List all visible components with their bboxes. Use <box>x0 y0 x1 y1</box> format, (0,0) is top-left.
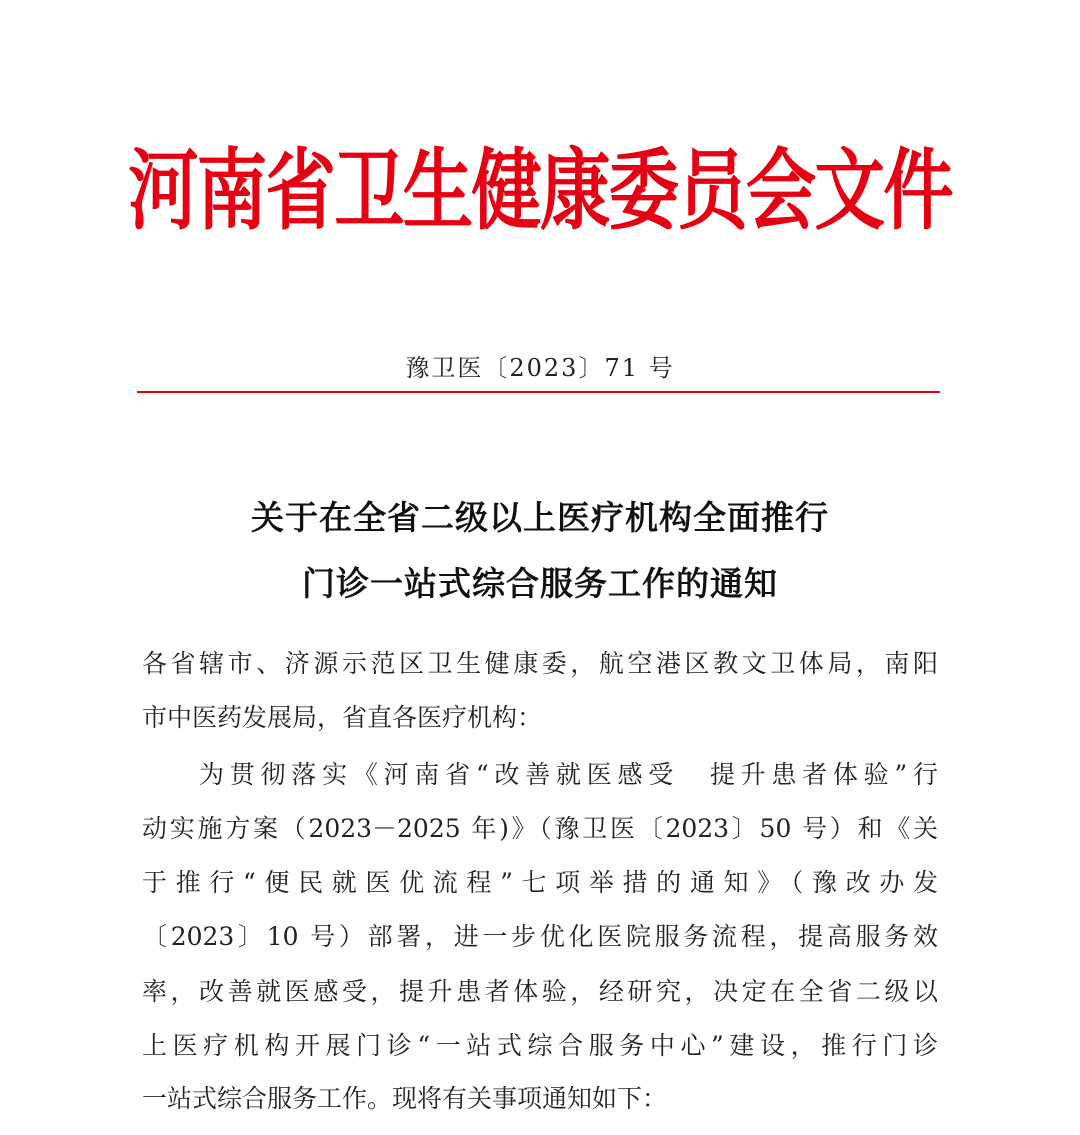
body-line: 各省辖市、济源示范区卫生健康委，航空港区教文卫体局，南阳 <box>142 649 938 678</box>
notice-title-line-1: 关于在全省二级以上医疗机构全面推行 <box>251 498 829 537</box>
body-line: 率，改善就医感受，提升患者体验，经研究，决定在全省二级以 <box>142 977 938 1006</box>
body-line: 〔2023〕10 号）部署，进一步优化医院服务流程，提高服务效 <box>142 922 938 951</box>
body-line: 市中医药发展局，省直各医疗机构： <box>142 703 543 732</box>
body-line: 上医疗机构开展门诊“一站式综合服务中心”建设，推行门诊 <box>142 1031 938 1060</box>
agency-header-title: 河南省卫生健康委员会文件 <box>128 138 952 242</box>
body-line: 一站式综合服务工作。现将有关事项通知如下： <box>142 1084 668 1113</box>
body-line: 于推行“便民就医优流程”七项举措的通知》（豫改办发 <box>142 868 938 897</box>
body-line: 为贯彻落实《河南省“改善就医感受 提升患者体验”行 <box>199 760 938 789</box>
notice-title-line-2: 门诊一站式综合服务工作的通知 <box>302 564 778 603</box>
body-line: 动实施方案（2023－2025 年)》（豫卫医〔2023〕50 号）和《关 <box>142 814 938 843</box>
document-number: 豫卫医〔2023〕71 号 <box>405 354 675 382</box>
red-divider-line <box>137 391 940 393</box>
